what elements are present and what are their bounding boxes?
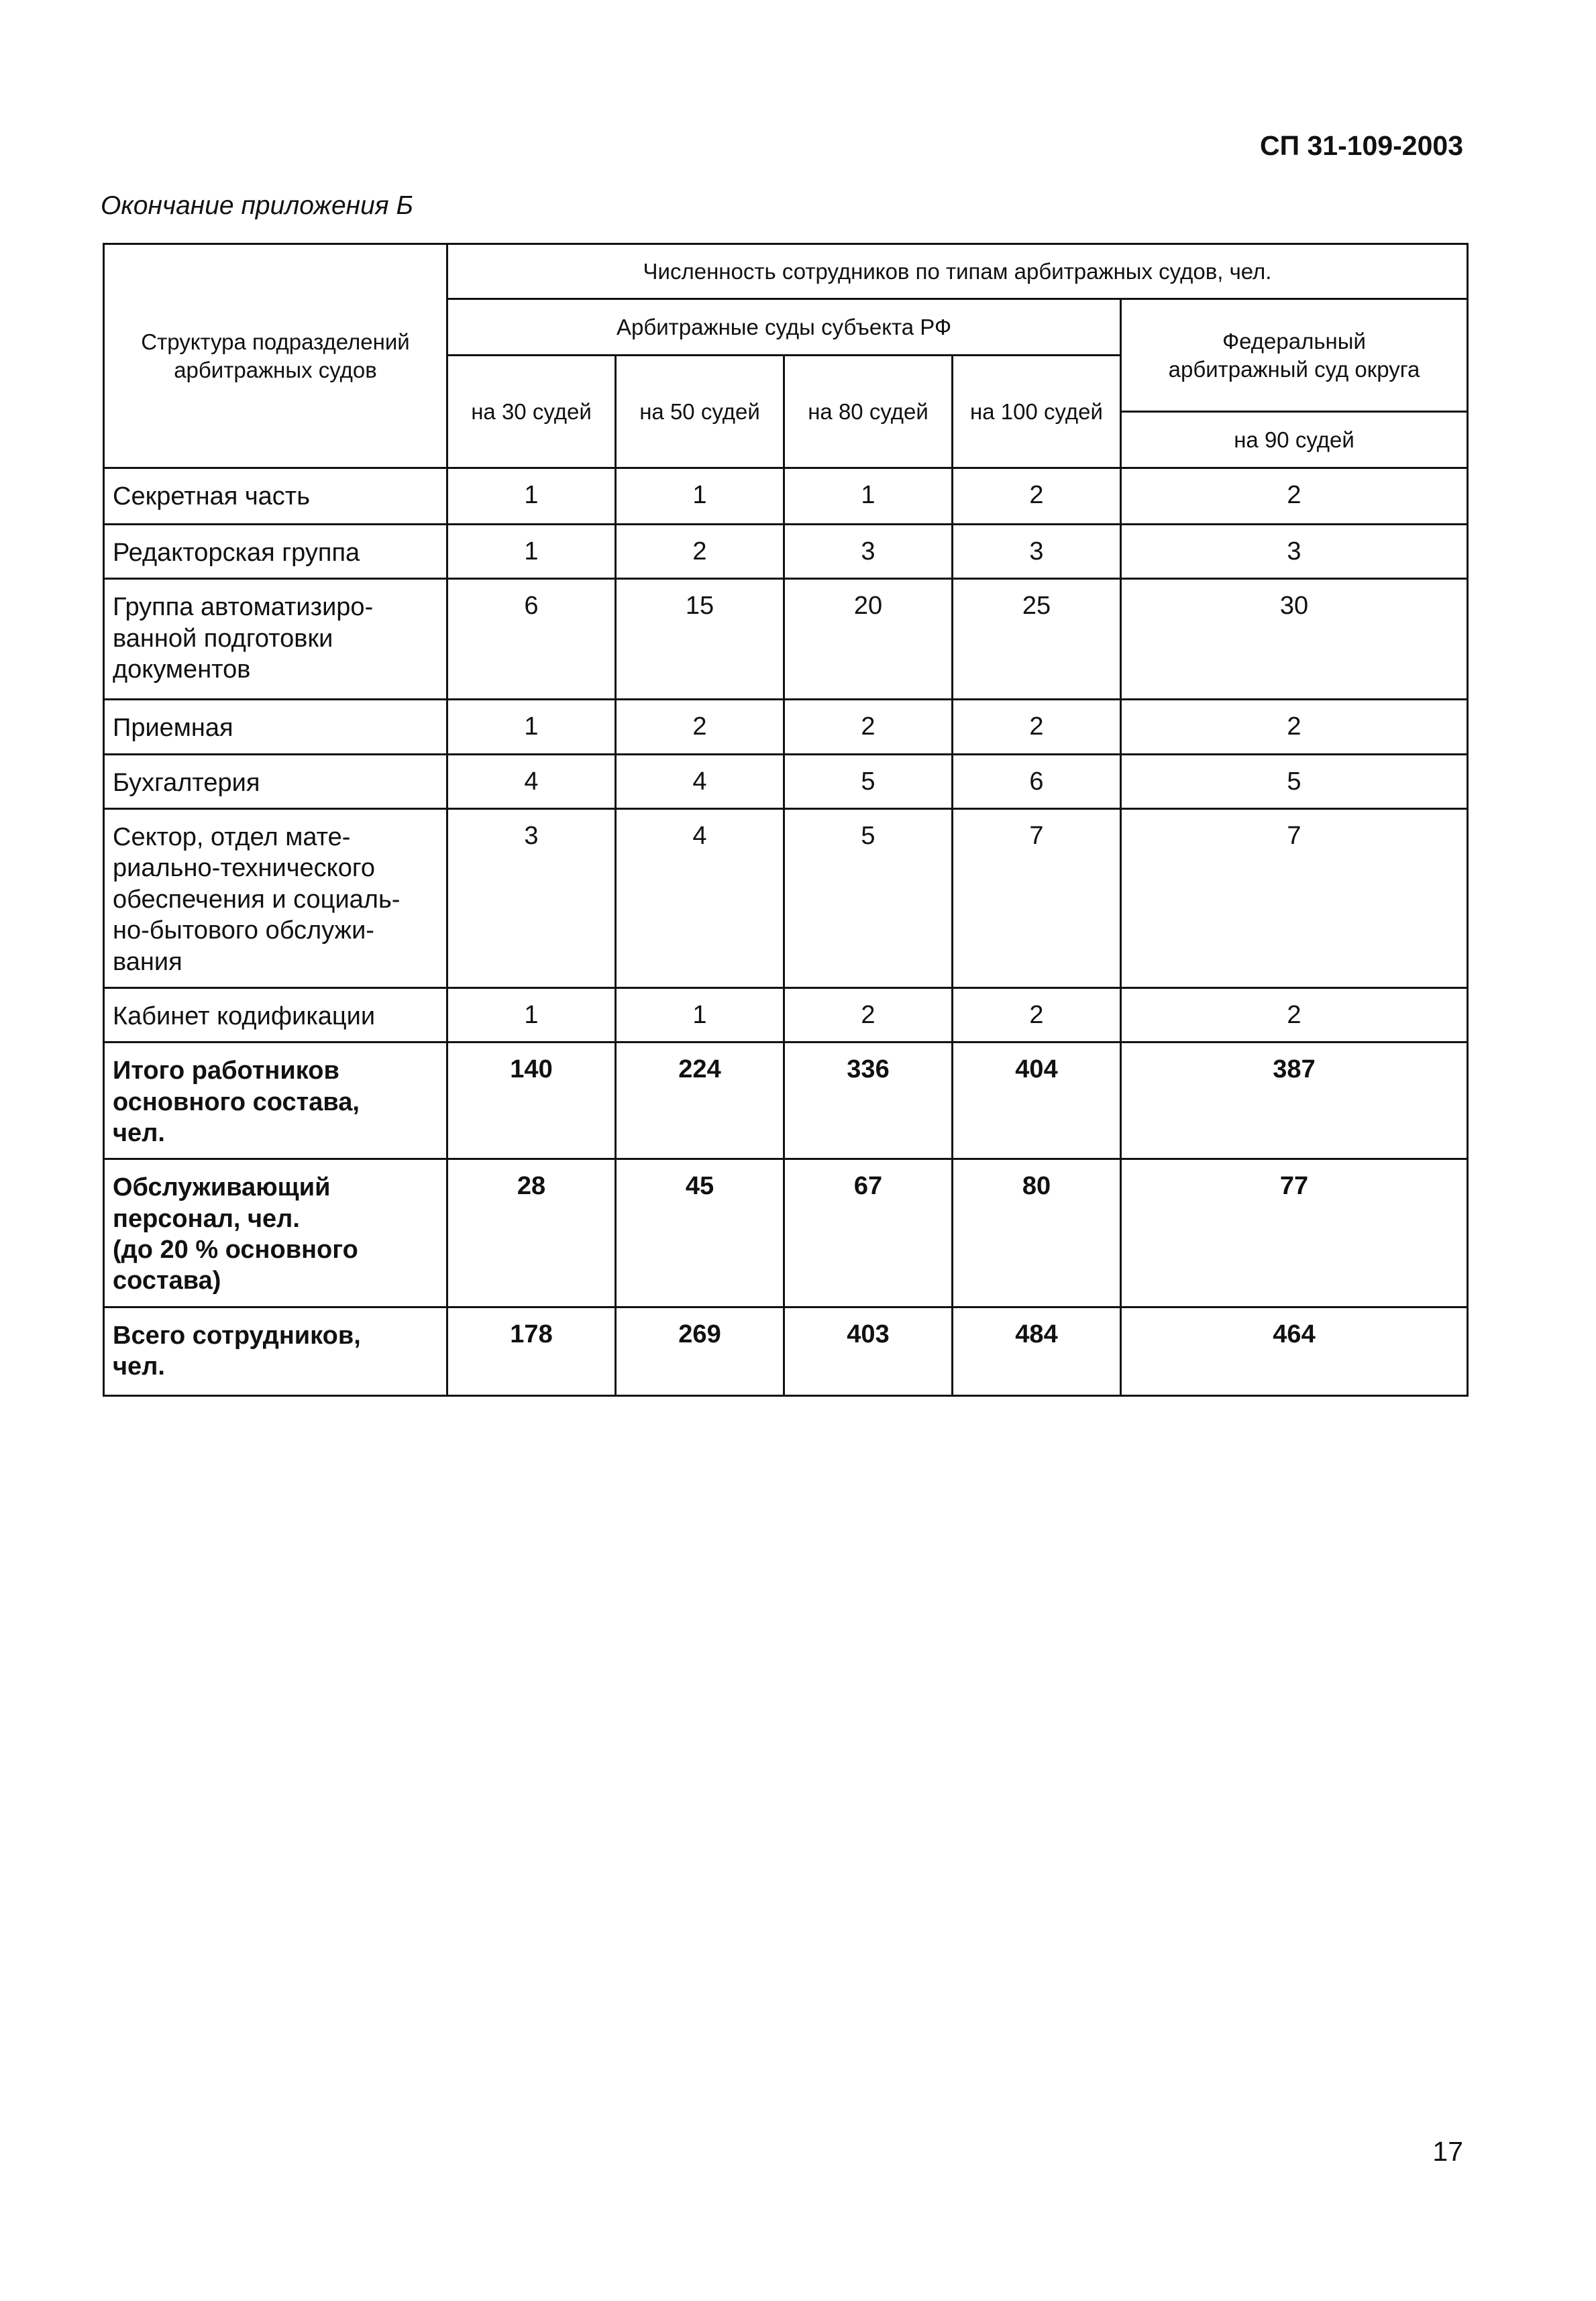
header-col-90: на 90 судей	[1121, 412, 1468, 468]
header-subject-courts: Арбитражные суды субъекта РФ	[447, 299, 1121, 356]
table-row	[104, 1307, 1468, 1395]
row-value: 1	[784, 468, 953, 525]
row-value: 3	[953, 525, 1121, 579]
row-label: Бухгалтерия	[104, 754, 447, 808]
row-value: 80	[953, 1159, 1121, 1307]
header-col-100: на 100 судей	[953, 356, 1121, 468]
row-label: Всего сотрудников, чел.	[104, 1307, 447, 1395]
header-col-30: на 30 судей	[447, 356, 616, 468]
row-label: Приемная	[104, 700, 447, 754]
row-value: 6	[447, 579, 616, 700]
row-value: 5	[1121, 754, 1468, 808]
table-row	[104, 754, 1468, 808]
row-value: 77	[1121, 1159, 1468, 1307]
row-value: 1	[616, 987, 784, 1042]
row-value: 2	[616, 700, 784, 754]
row-value: 1	[616, 468, 784, 525]
row-value: 4	[447, 754, 616, 808]
row-value: 1	[447, 525, 616, 579]
row-value: 28	[447, 1159, 616, 1307]
row-value: 178	[447, 1307, 616, 1395]
row-value: 2	[1121, 468, 1468, 525]
row-value: 3	[784, 525, 953, 579]
row-value: 224	[616, 1042, 784, 1159]
row-value: 15	[616, 579, 784, 700]
staff-table	[103, 243, 1469, 1397]
appendix-note: Окончание приложения Б	[101, 191, 413, 220]
row-value: 404	[953, 1042, 1121, 1159]
row-value: 2	[953, 700, 1121, 754]
row-value: 3	[447, 809, 616, 988]
row-label: Редакторская группа	[104, 525, 447, 579]
row-value: 2	[784, 700, 953, 754]
row-value: 2	[1121, 700, 1468, 754]
table-row	[104, 700, 1468, 754]
row-value: 140	[447, 1042, 616, 1159]
row-value: 336	[784, 1042, 953, 1159]
row-value: 7	[1121, 809, 1468, 988]
header-col-50: на 50 судей	[616, 356, 784, 468]
row-label: Группа автоматизиро- ванной подготовки документов	[104, 579, 447, 700]
table-row	[104, 987, 1468, 1042]
row-value: 6	[953, 754, 1121, 808]
row-label: Секретная часть	[104, 468, 447, 525]
row-value: 464	[1121, 1307, 1468, 1395]
document-code: СП 31-109-2003	[1260, 130, 1463, 161]
header-col-80: на 80 судей	[784, 356, 953, 468]
row-value: 2	[616, 525, 784, 579]
header-structure: Структура подразделений арбитражных судов	[104, 244, 447, 468]
row-value: 2	[1121, 987, 1468, 1042]
row-value: 269	[616, 1307, 784, 1395]
row-value: 387	[1121, 1042, 1468, 1159]
row-value: 403	[784, 1307, 953, 1395]
row-value: 1	[447, 700, 616, 754]
row-label: Сектор, отдел мате- риально-технического обеспечения и социаль- но-бытового обслужи- вания	[104, 809, 447, 988]
row-value: 20	[784, 579, 953, 700]
row-value: 2	[953, 468, 1121, 525]
row-value: 2	[784, 987, 953, 1042]
row-label: Обслуживающий персонал, чел. (до 20 % основного состава)	[104, 1159, 447, 1307]
table-row	[104, 1042, 1468, 1159]
row-value: 5	[784, 809, 953, 988]
table-row	[104, 1159, 1468, 1307]
row-value: 25	[953, 579, 1121, 700]
table-body	[104, 468, 1468, 1396]
row-value: 3	[1121, 525, 1468, 579]
row-value: 67	[784, 1159, 953, 1307]
table-row	[104, 579, 1468, 700]
table-row	[104, 809, 1468, 988]
row-label: Кабинет кодификации	[104, 987, 447, 1042]
table-row	[104, 468, 1468, 525]
row-value: 484	[953, 1307, 1121, 1395]
row-label: Итого работников основного состава, чел.	[104, 1042, 447, 1159]
row-value: 4	[616, 809, 784, 988]
header-top: Численность сотрудников по типам арбитражных судов, чел.	[447, 244, 1468, 299]
row-value: 2	[953, 987, 1121, 1042]
page-number: 17	[1432, 2136, 1463, 2167]
row-value: 1	[447, 987, 616, 1042]
header-federal-court: Федеральный арбитражный суд округа	[1121, 299, 1468, 412]
row-value: 45	[616, 1159, 784, 1307]
row-value: 4	[616, 754, 784, 808]
row-value: 5	[784, 754, 953, 808]
table-row	[104, 525, 1468, 579]
row-value: 30	[1121, 579, 1468, 700]
row-value: 7	[953, 809, 1121, 988]
row-value: 1	[447, 468, 616, 525]
